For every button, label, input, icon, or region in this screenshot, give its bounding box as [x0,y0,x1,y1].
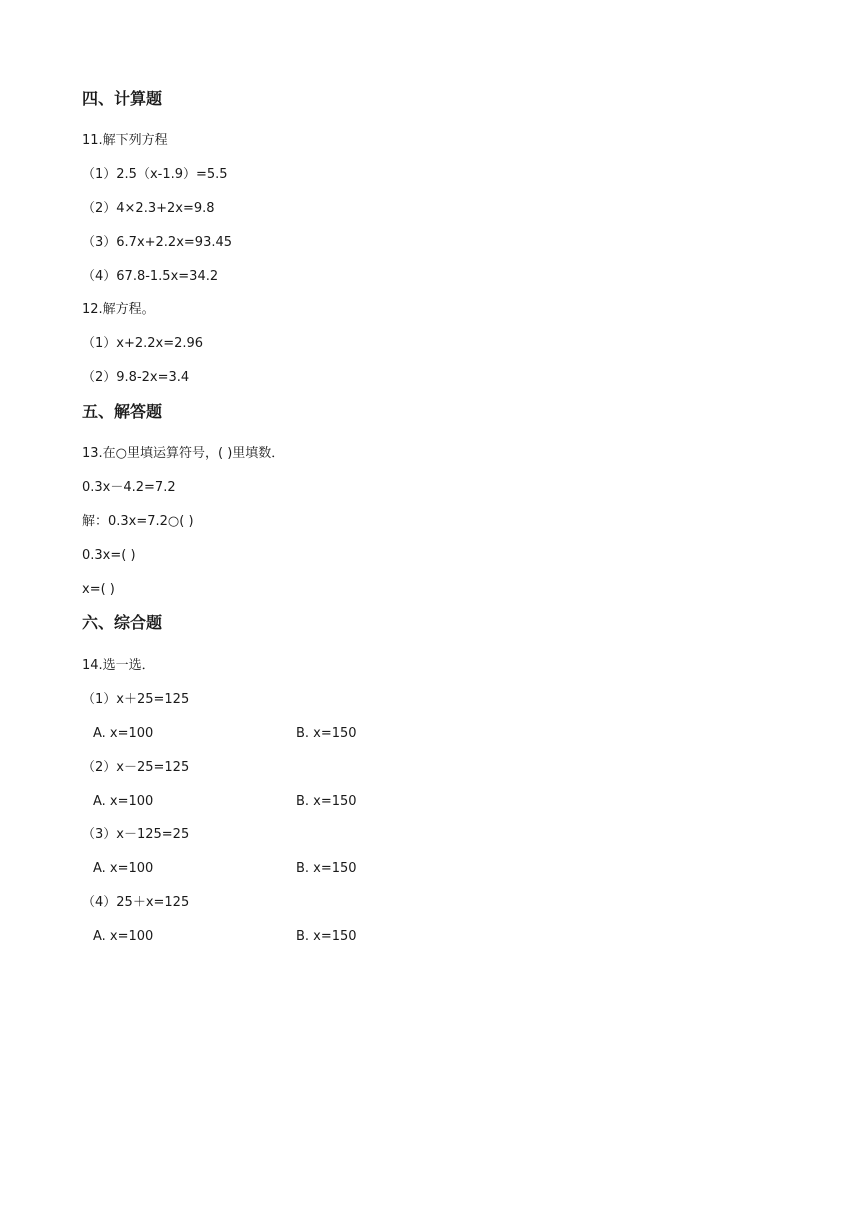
section-heading-calculation: 四、计算题 [82,89,163,108]
question-13-step-1: 解：0.3x=7.2○( ) [82,514,194,529]
question-11-stem: 11.解下列方程 [82,133,168,148]
question-11-item-4: （4）67.8-1.5x=34.2 [82,269,219,284]
option-b: B. x=150 [296,929,357,944]
option-b: B. x=150 [296,726,357,741]
option-a: A. x=100 [93,726,154,741]
section-heading-comprehensive: 六、综合题 [82,613,163,632]
question-11-item-1: （1）2.5（x-1.9）=5.5 [82,167,228,182]
option-b: B. x=150 [296,794,357,809]
option-a: A. x=100 [93,861,154,876]
question-13-step-3: x=( ) [82,582,115,597]
option-a: A. x=100 [93,794,154,809]
question-12-item-2: （2）9.8-2x=3.4 [82,370,190,385]
option-b: B. x=150 [296,861,357,876]
question-11-item-2: （2）4×2.3+2x=9.8 [82,201,215,216]
question-12-item-1: （1）x+2.2x=2.96 [82,336,204,351]
question-13-step-2: 0.3x=( ) [82,548,136,563]
question-14-item-1: （1）x＋25=125 [82,692,190,707]
question-14-stem: 14.选一选． [82,658,155,673]
question-11-item-3: （3）6.7x+2.2x=93.45 [82,235,233,250]
question-12-stem: 12.解方程。 [82,302,155,317]
question-13-equation: 0.3x－4.2=7.2 [82,480,176,495]
section-heading-answer: 五、解答题 [82,402,163,421]
option-a: A. x=100 [93,929,154,944]
question-14-item-2: （2）x－25=125 [82,760,190,775]
question-14-item-4: （4）25＋x=125 [82,895,190,910]
question-14-item-3: （3）x－125=25 [82,827,190,842]
question-13-stem: 13.在○里填运算符号，( )里填数． [82,446,285,461]
